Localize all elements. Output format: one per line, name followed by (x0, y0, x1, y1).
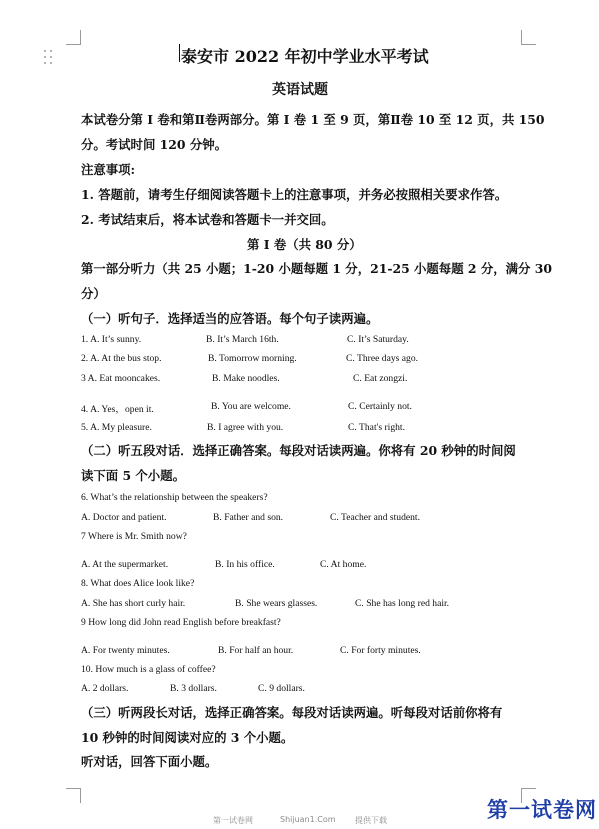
question-8-b: B. She wears glasses. (235, 598, 318, 609)
question-4-a: 4. A. Yes，open it. (81, 404, 154, 415)
question-5-b: B. I agree with you. (207, 422, 284, 433)
question-9-c: C. For forty minutes. (340, 645, 421, 656)
question-6-b: B. Father and son. (213, 512, 284, 523)
question-7-b: B. In his office. (215, 559, 275, 570)
question-7-c: C. At home. (320, 559, 367, 570)
crop-mark-top-right (521, 30, 536, 45)
exam-subject: 英语试题 (272, 82, 328, 98)
question-7-stem: 7 Where is Mr. Smith now? (81, 531, 187, 542)
intro-line-1: 本试卷分第 I 卷和第Ⅱ卷两部分。第 I 卷 1 至 9 页，第Ⅱ卷 10 至 12 页，共 150 (81, 112, 545, 127)
question-3-a: 3 A. Eat mooncakes. (81, 373, 161, 384)
section1-heading: （一）听句子．选择适当的应答语。每个句子读两遍。 (81, 311, 379, 326)
drag-handle-icon[interactable] (44, 50, 54, 66)
question-7-a: A. At the supermarket. (81, 559, 169, 570)
question-5-c: C. That's right. (348, 422, 405, 433)
footer-site-name: 第一试卷网 (213, 816, 253, 825)
question-2-c: C. Three days ago. (346, 353, 419, 364)
question-8-stem: 8. What does Alice look like? (81, 578, 195, 589)
section3-instruction: 听对话，回答下面小题。 (81, 754, 218, 769)
question-2-b: B. Tomorrow morning. (208, 353, 297, 364)
question-6-a: A. Doctor and patient. (81, 512, 167, 523)
question-10-b: B. 3 dollars. (170, 683, 217, 694)
question-4-c: C. Certainly not. (348, 401, 412, 412)
watermark-logo: 第一试卷网 (487, 798, 597, 822)
question-1-c: C. It’s Saturday. (347, 334, 409, 345)
question-9-b: B. For half an hour. (218, 645, 294, 656)
question-10-stem: 10. How much is a glass of coffee? (81, 664, 216, 675)
part1-line-1: 第一部分听力（共 25 小题；1-20 小题每题 1 分，21-25 小题每题 2 分，满分 30 (81, 261, 552, 276)
section3-heading-line-2: 10 秒钟的时间阅读对应的 3 个小题。 (81, 730, 294, 745)
question-5-a: 5. A. My pleasure. (81, 422, 152, 433)
question-8-a: A. She has short curly hair. (81, 598, 186, 609)
intro-line-2: 分。考试时间 120 分钟。 (81, 137, 228, 152)
question-2-a: 2. A. At the bus stop. (81, 353, 162, 364)
question-1-a: 1. A. It’s sunny. (81, 334, 142, 345)
part1-line-2: 分） (81, 286, 106, 301)
question-9-a: A. For twenty minutes. (81, 645, 170, 656)
question-10-a: A. 2 dollars. (81, 683, 129, 694)
crop-mark-top-left (66, 30, 81, 45)
question-3-b: B. Make noodles. (212, 373, 280, 384)
notes-heading: 注意事项: (81, 162, 136, 177)
question-1-b: B. It’s March 16th. (206, 334, 279, 345)
question-6-c: C. Teacher and student. (330, 512, 420, 523)
question-4-b: B. You are welcome. (211, 401, 291, 412)
volume-heading: 第 I 卷（共 80 分） (247, 237, 362, 252)
notes-item-2: 2. 考试结束后，将本试卷和答题卡一并交回。 (81, 212, 334, 227)
footer-site-domain: Shijuan1.Com (280, 815, 336, 824)
question-6-stem: 6. What’s the relationship between the speakers? (81, 492, 268, 503)
question-10-c: C. 9 dollars. (258, 683, 305, 694)
section2-heading-line-2: 读下面 5 个小题。 (81, 468, 185, 483)
footer-provider: 提供下载 (355, 816, 387, 825)
question-9-stem: 9 How long did John read English before breakfast? (81, 617, 281, 628)
section3-heading-line-1: （三）听两段长对话，选择正确答案。每段对话读两遍。听每段对话前你将有 (81, 705, 503, 720)
section2-heading-line-1: （二）听五段对话．选择正确答案。每段对话读两遍。你将有 20 秒钟的时间阅 (81, 443, 516, 458)
exam-title: 泰安市 2022 年初中学业水平考试 (181, 47, 429, 66)
crop-mark-bottom-left (66, 788, 81, 803)
notes-item-1: 1. 答题前，请考生仔细阅读答题卡上的注意事项，并务必按照相关要求作答。 (81, 187, 508, 202)
question-8-c: C. She has long red hair. (355, 598, 450, 609)
text-cursor (179, 44, 180, 62)
question-3-c: C. Eat zongzi. (353, 373, 408, 384)
